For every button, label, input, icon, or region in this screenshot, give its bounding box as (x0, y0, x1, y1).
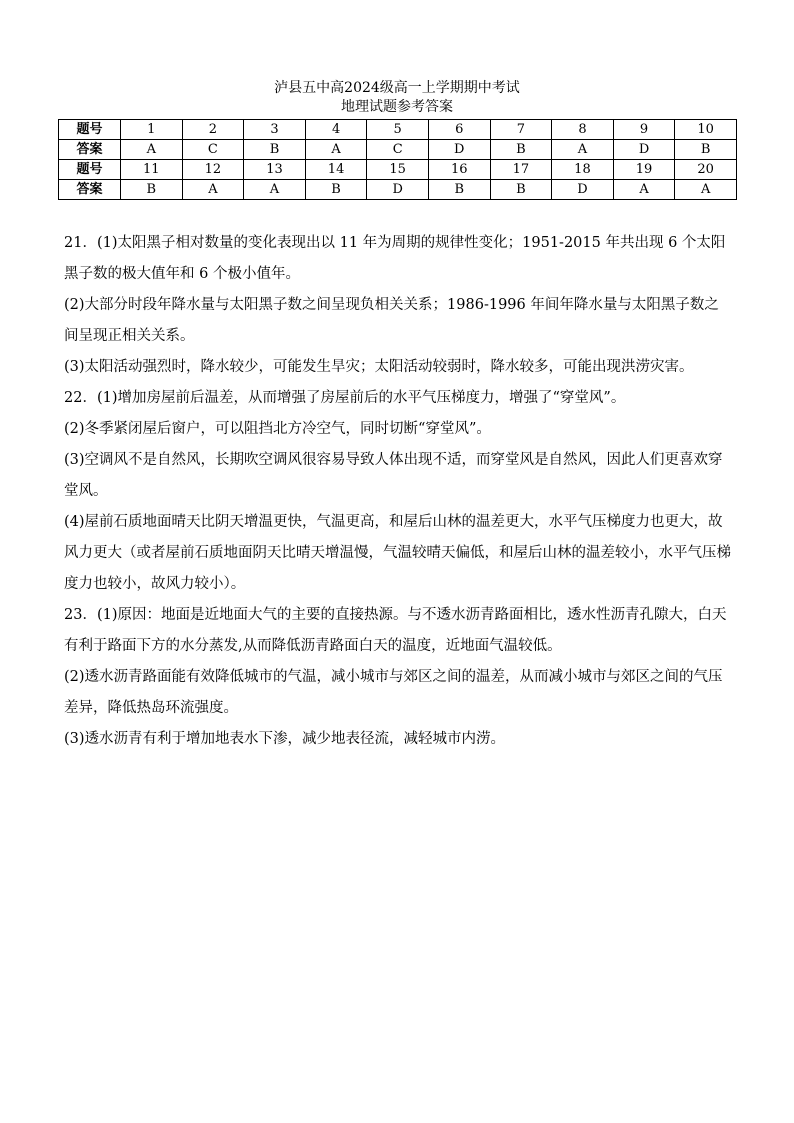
row-label: 题号 (59, 160, 121, 180)
row-label: 答案 (59, 180, 121, 200)
document-subtitle: 地理试题参考答案 (341, 99, 453, 115)
answer-paragraph: (3)太阳活动强烈时，降水较少，可能发生旱灾；太阳活动较弱时，降水较多，可能出现洪涝灾害。 (64, 359, 694, 375)
table-cell: 20 (675, 160, 737, 180)
table-row (59, 160, 737, 180)
table-cell: 19 (613, 160, 675, 180)
table-cell: B (675, 140, 737, 160)
document-title: 泸县五中高2024级高一上学期期中考试 (274, 80, 520, 96)
table-cell: 13 (244, 160, 306, 180)
table-cell: D (428, 140, 490, 160)
answer-paragraph: (2)大部分时段年降水量与太阳黑子数之间呈现负相关关系；1986-1996 年间年降水量与太阳黑子数之间呈现正相关关系。 (64, 297, 719, 344)
table-cell: 12 (182, 160, 244, 180)
table-row (59, 120, 737, 140)
table-cell: 8 (552, 120, 614, 140)
table-cell: A (675, 180, 737, 200)
table-cell: C (367, 140, 429, 160)
table-cell: D (552, 180, 614, 200)
answer-paragraph: (2)冬季紧闭屋后窗户，可以阻挡北方冷空气，同时切断“穿堂风”。 (64, 421, 491, 437)
table-cell: B (244, 140, 306, 160)
answer-paragraph: (3)空调风不是自然风，长期吹空调风很容易导致人体出现不适，而穿堂风是自然风，因此人们更喜欢穿堂风。 (64, 452, 723, 499)
table-row (59, 180, 737, 200)
table-cell: 11 (121, 160, 183, 180)
table-cell: 6 (428, 120, 490, 140)
table-cell: 7 (490, 120, 552, 140)
table-cell: A (552, 140, 614, 160)
table-cell: 10 (675, 120, 737, 140)
answer-paragraph: 22．(1)增加房屋前后温差，从而增强了房屋前后的水平气压梯度力，增强了“穿堂风”。 (64, 390, 626, 406)
table-cell: B (490, 180, 552, 200)
table-row (59, 140, 737, 160)
table-cell: 18 (552, 160, 614, 180)
table-cell: A (305, 140, 367, 160)
answer-paragraph: (4)屋前石质地面晴天比阴天增温更快，气温更高，和屋后山林的温差更大，水平气压梯度力也更大，故风力更大（或者屋前石质地面阴天比晴天增温慢，气温较晴天偏低，和屋后山林的温差较小，水平气压梯度力也较小，故风力较小）。 (64, 514, 731, 592)
table-cell: A (613, 180, 675, 200)
table-cell: 5 (367, 120, 429, 140)
table-cell: C (182, 140, 244, 160)
table-cell: D (367, 180, 429, 200)
table-cell: A (121, 140, 183, 160)
answer-paragraph: 23．(1)原因：地面是近地面大气的主要的直接热源。与不透水沥青路面相比，透水性沥青孔隙大，白天有利于路面下方的水分蒸发,从而降低沥青路面白天的温度，近地面气温较低。 (64, 607, 727, 654)
table-cell: 17 (490, 160, 552, 180)
answer-paragraph: 21．(1)太阳黑子相对数量的变化表现出以 11 年为周期的规律性变化；1951-2015 年共出现 6 个太阳黑子数的极大值年和 6 个极小值年。 (64, 235, 726, 282)
table-cell: A (182, 180, 244, 200)
table-cell: B (305, 180, 367, 200)
table-cell: 9 (613, 120, 675, 140)
table-cell: 2 (182, 120, 244, 140)
answer-explanations (64, 228, 732, 755)
answer-paragraph: (3)透水沥青有利于增加地表水下渗，减少地表径流，减轻城市内涝。 (64, 731, 506, 747)
row-label: 题号 (59, 120, 121, 140)
table-cell: 3 (244, 120, 306, 140)
row-label: 答案 (59, 140, 121, 160)
table-cell: 16 (428, 160, 490, 180)
table-cell: B (490, 140, 552, 160)
table-cell: D (613, 140, 675, 160)
answer-key-table (58, 119, 737, 200)
table-cell: 1 (121, 120, 183, 140)
table-cell: B (121, 180, 183, 200)
answer-paragraph: (2)透水沥青路面能有效降低城市的气温，减小城市与郊区之间的温差，从而减小城市与郊区之间的气压差异，降低热岛环流强度。 (64, 669, 723, 716)
table-cell: 4 (305, 120, 367, 140)
table-cell: 15 (367, 160, 429, 180)
table-cell: 14 (305, 160, 367, 180)
table-cell: A (244, 180, 306, 200)
table-cell: B (428, 180, 490, 200)
